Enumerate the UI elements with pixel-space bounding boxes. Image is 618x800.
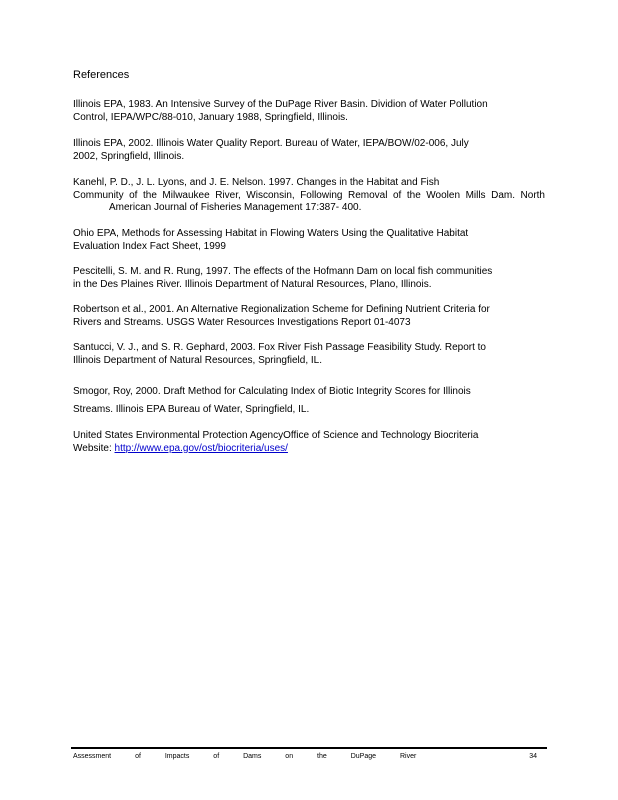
references-heading: References xyxy=(73,69,130,81)
reference-text-continued: 2002, Springfield, Illinois. xyxy=(73,150,185,162)
reference-text: Smogor, Roy, 2000. Draft Method for Calculating Index of Biotic Integrity Scores for Illinois xyxy=(73,386,471,397)
website-label: Website: xyxy=(73,442,112,454)
reference-text: Illinois EPA, 2002. Illinois Water Quality Report. Bureau of Water, IEPA/BOW/02-006, July xyxy=(73,138,469,149)
reference-text-continued: Control, IEPA/WPC/88-010, January 1988, Springfield, Illinois. xyxy=(73,111,348,123)
reference-text-continued: Rivers and Streams. USGS Water Resources Investigations Report 01-4073 xyxy=(73,316,411,328)
reference-text-continued: Streams. Illinois EPA Bureau of Water, Springfield, IL. xyxy=(73,403,310,415)
reference-text: Robertson et al., 2001. An Alternative Regionalization Scheme for Defining Nutrient Criteria for xyxy=(73,304,490,315)
reference-entry xyxy=(73,430,545,455)
reference-entry xyxy=(73,99,545,124)
footer-divider xyxy=(71,747,547,749)
reference-entry xyxy=(73,342,545,367)
footer-title: Assessment of Impacts of Dams on the DuPage River xyxy=(73,753,417,760)
biocriteria-link[interactable]: http://www.epa.gov/ost/biocriteria/uses/ xyxy=(114,442,288,454)
reference-entry xyxy=(73,266,545,291)
reference-text: Kanehl, P. D., J. L. Lyons, and J. E. Nelson. 1997. Changes in the Habitat and Fish xyxy=(73,177,440,188)
page-number: 34 xyxy=(529,753,537,760)
reference-entry xyxy=(73,228,545,253)
reference-entry xyxy=(73,386,545,416)
reference-entry xyxy=(73,138,545,163)
reference-text: Pescitelli, S. M. and R. Rung, 1997. The effects of the Hofmann Dam on local fish communities xyxy=(73,266,493,277)
reference-text-continued: Community of the Milwaukee River, Wisconsin, Following Removal of the Woolen Mills Dam. North American Journal of Fisheries Management 17:387- 400. xyxy=(73,189,545,213)
reference-text: Illinois EPA, 1983. An Intensive Survey of the DuPage River Basin. Dividion of Water Pollution xyxy=(73,99,488,110)
reference-text-continued xyxy=(73,442,545,456)
reference-text-continued: Illinois Department of Natural Resources, Springfield, IL. xyxy=(73,354,323,366)
reference-entry xyxy=(73,177,545,215)
reference-text: United States Environmental Protection AgencyOffice of Science and Technology Biocriteria xyxy=(73,430,479,441)
reference-text: Santucci, V. J., and S. R. Gephard, 2003. Fox River Fish Passage Feasibility Study. Report to xyxy=(73,342,486,353)
reference-text-continued: in the Des Plaines River. Illinois Department of Natural Resources, Plano, Illinois. xyxy=(73,278,432,290)
reference-text-continued: Evaluation Index Fact Sheet, 1999 xyxy=(73,240,226,252)
reference-entry xyxy=(73,304,545,329)
reference-text: Ohio EPA, Methods for Assessing Habitat in Flowing Waters Using the Qualitative Habitat xyxy=(73,228,469,239)
